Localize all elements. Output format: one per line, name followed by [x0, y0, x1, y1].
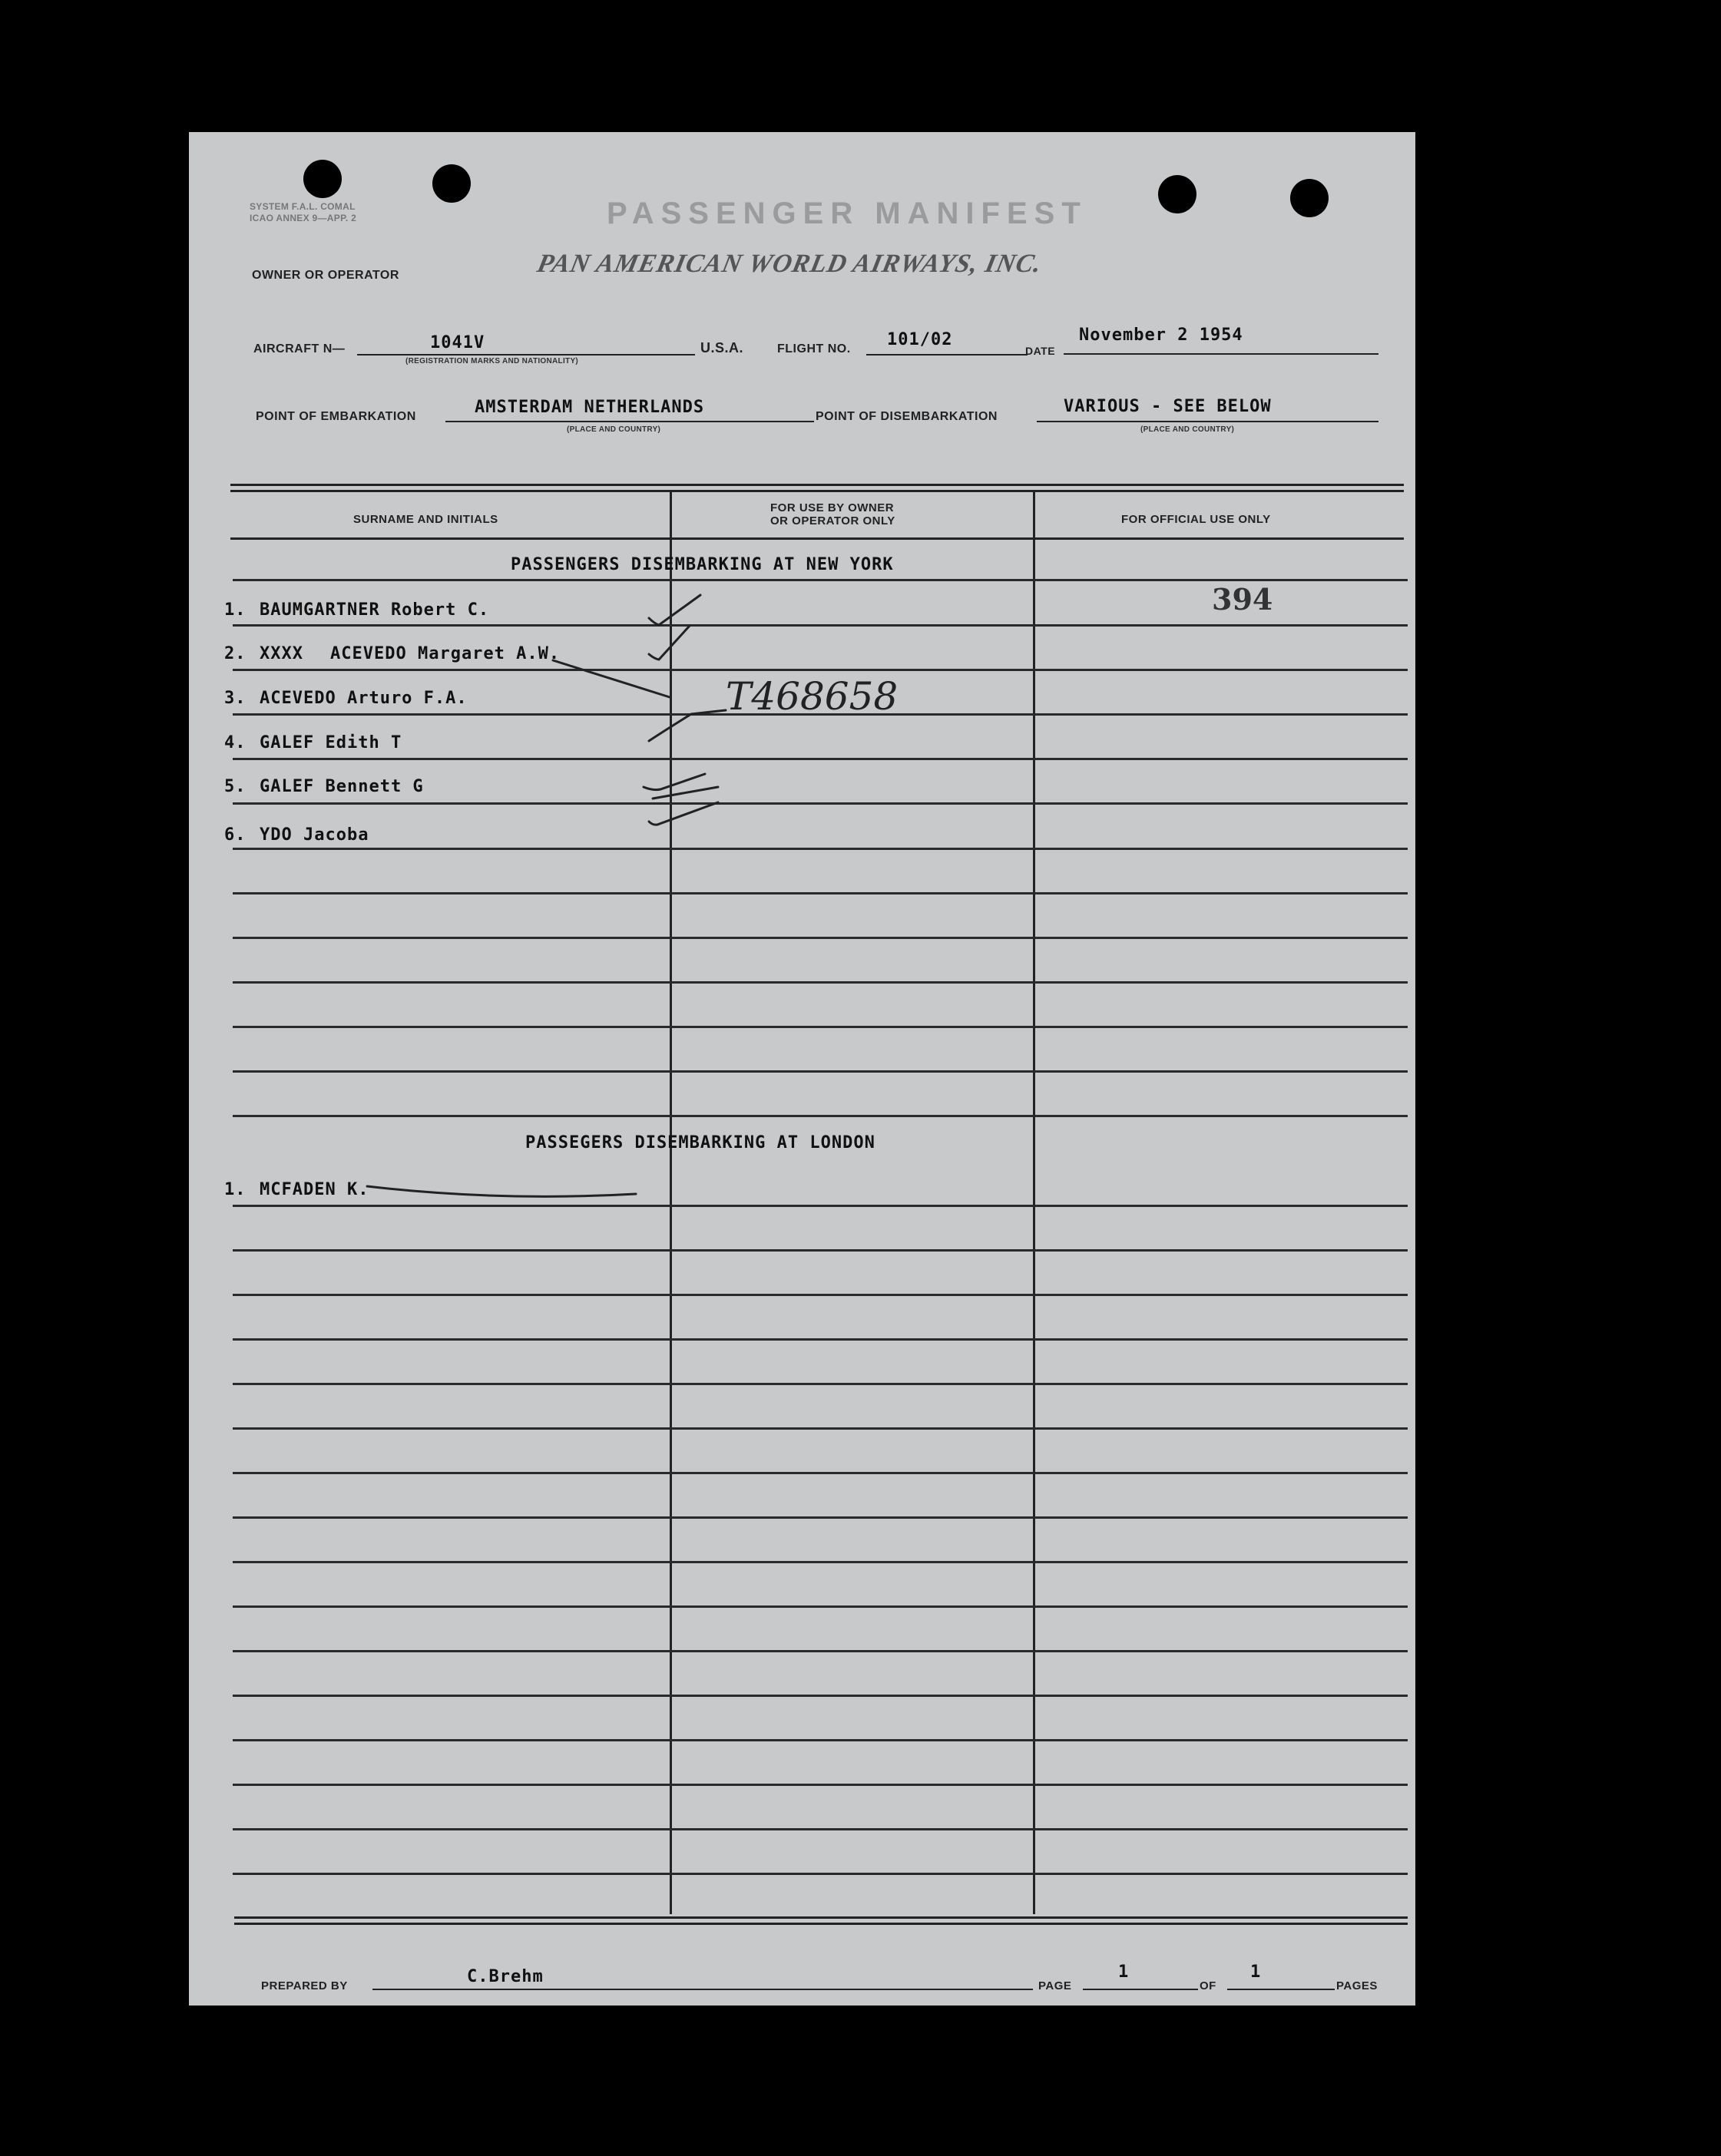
passenger-name: YDO Jacoba — [260, 825, 369, 845]
official-number: 394 — [1212, 582, 1273, 617]
prepared-by-value: C.Brehm — [467, 1967, 544, 1986]
disembarkation-label: POINT OF DISEMBARKATION — [816, 410, 998, 423]
aircraft-value: 1041V — [430, 333, 485, 352]
passenger-name: BAUMGARTNER Robert C. — [260, 600, 490, 620]
embarkation-label: POINT OF EMBARKATION — [256, 410, 416, 423]
form-title: PASSENGER MANIFEST — [607, 197, 1087, 230]
section-heading-london: PASSEGERS DISEMBARKING AT LONDON — [525, 1133, 875, 1152]
checkmark-icon — [649, 710, 726, 741]
embarkation-place-note: (PLACE AND COUNTRY) — [567, 425, 661, 434]
flight-value: 101/02 — [887, 330, 953, 349]
strike-line-icon — [367, 1186, 636, 1196]
of-underline — [1227, 1989, 1335, 1990]
column-header-owner-use-2: OR OPERATOR ONLY — [770, 514, 895, 527]
passenger-number: 1. — [224, 1180, 247, 1199]
form-code-line-2: ICAO ANNEX 9—APP. 2 — [250, 213, 357, 223]
page-underline — [1083, 1989, 1198, 1990]
passenger-name: ACEVEDO Arturo F.A. — [260, 689, 468, 708]
passenger-number: 6. — [224, 825, 247, 845]
ticket-number: T468658 — [726, 674, 899, 719]
checkmark-icon — [644, 774, 705, 790]
page-value: 1 — [1118, 1963, 1130, 1982]
column-header-official: FOR OFFICIAL USE ONLY — [1121, 513, 1271, 526]
column-header-owner-use-1: FOR USE BY OWNER — [770, 501, 895, 514]
passenger-number: 1. — [224, 600, 247, 620]
aircraft-label: AIRCRAFT N— — [253, 342, 346, 355]
of-value: 1 — [1250, 1963, 1262, 1982]
passenger-number: 5. — [224, 777, 247, 796]
passenger-name: GALEF Edith T — [260, 733, 402, 752]
passenger-name: MCFADEN K. — [260, 1180, 369, 1199]
checkmark-icon — [649, 802, 718, 825]
passenger-name: GALEF Bennett G — [260, 777, 424, 796]
owner-label: OWNER OR OPERATOR — [252, 269, 399, 282]
struck-text: XXXX — [260, 644, 303, 663]
prepared-by-label: PREPARED BY — [261, 1979, 348, 1992]
registration-note: (REGISTRATION MARKS AND NATIONALITY) — [405, 357, 579, 365]
date-value: November 2 1954 — [1079, 326, 1243, 345]
passenger-name: ACEVEDO Margaret A.W. — [330, 644, 561, 663]
flight-label: FLIGHT NO. — [777, 342, 851, 355]
column-header-surname: SURNAME AND INITIALS — [353, 513, 498, 526]
checkmark-icon — [649, 595, 700, 625]
form-code-line-1: SYSTEM F.A.L. COMAL — [250, 201, 356, 212]
airline-name: PAN AMERICAN WORLD AIRWAYS, INC. — [535, 250, 1045, 278]
passenger-number: 2. — [224, 644, 247, 663]
section-heading-new-york: PASSENGERS DISEMBARKING AT NEW YORK — [511, 555, 894, 574]
prepared-by-underline — [372, 1989, 1033, 1990]
pages-label: PAGES — [1336, 1979, 1378, 1992]
checkmark-icon — [649, 626, 690, 660]
usa-label: U.S.A. — [700, 340, 744, 355]
of-label: OF — [1200, 1979, 1216, 1992]
passenger-number: 3. — [224, 689, 247, 708]
page-label: PAGE — [1038, 1979, 1072, 1992]
disembarkation-place-note: (PLACE AND COUNTRY) — [1140, 425, 1235, 434]
passenger-number: 4. — [224, 733, 247, 752]
disembarkation-value: VARIOUS - SEE BELOW — [1064, 397, 1272, 416]
embarkation-value: AMSTERDAM NETHERLANDS — [475, 398, 705, 417]
date-label: DATE — [1025, 345, 1056, 357]
strike-line-icon — [553, 660, 670, 697]
